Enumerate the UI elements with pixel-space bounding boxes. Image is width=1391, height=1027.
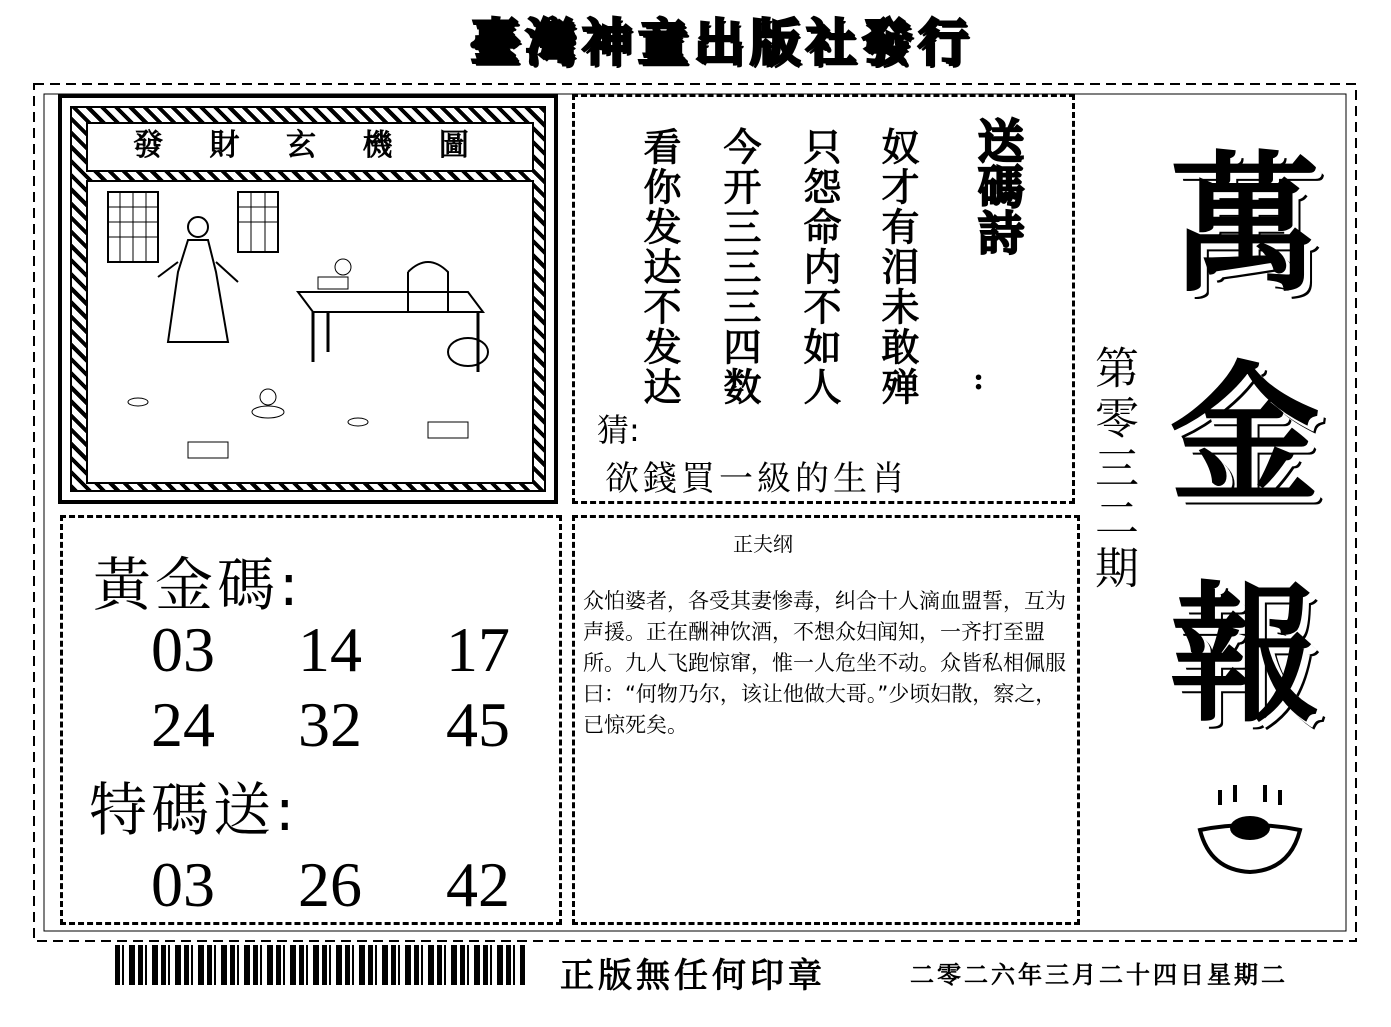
poem-line-4: 看你发达不发达	[637, 127, 681, 407]
numbers-panel	[60, 515, 562, 925]
gold-code: 24	[151, 689, 215, 760]
poem-line-1: 奴才有泪未敢殚	[875, 127, 919, 407]
gold-code-label: 黃金碼:	[93, 551, 303, 619]
brand-char-jin: 金	[1170, 347, 1321, 523]
story-body: 众怕婆者，各受其妻惨毒，纠合十人滴血盟誓，互为声援。正在酬神饮酒，不想众妇闻知，一齐打至盟所。九人飞跑惊窜，惟一人危坐不动。众皆私相佩服曰：“何物乃尔，该让他做大哥。”少顷妇散，察之，已惊死矣。	[583, 589, 1066, 737]
story-panel	[572, 515, 1080, 925]
brand-char-wan: 萬	[1170, 137, 1321, 313]
special-code: 03	[151, 849, 215, 920]
issue-number: 第零三二期	[1087, 345, 1138, 595]
gold-ingot-icon	[1190, 780, 1310, 880]
poem-panel	[572, 94, 1075, 504]
patterned-frame	[70, 106, 546, 492]
gold-code: 17	[446, 614, 510, 685]
poem-line-2: 只怨命内不如人	[797, 127, 841, 407]
story-title: 正夫纲	[733, 532, 793, 556]
guess-label: 猜:	[597, 411, 640, 449]
gold-code: 03	[151, 614, 215, 685]
fortune-picture-panel	[58, 94, 558, 504]
gold-code: 32	[298, 689, 362, 760]
scholar-illustration	[86, 180, 534, 484]
special-code: 42	[446, 849, 510, 920]
publisher-title: 臺灣神童出版社發行	[470, 13, 974, 72]
guess-text: 欲錢買一級的生肖	[605, 459, 909, 499]
poem-line-3: 今开三三三四数	[717, 127, 761, 407]
issue-date: 二零二六年三月二十四日星期二	[910, 961, 1288, 989]
special-code-label: 特碼送:	[89, 776, 299, 844]
poem-title: 送碼詩	[971, 117, 1025, 255]
gold-code: 14	[298, 614, 362, 685]
picture-banner: 發 財 玄 機 圖	[86, 122, 534, 172]
gold-code: 45	[446, 689, 510, 760]
poem-title-colon: :	[973, 362, 985, 397]
barcode	[115, 945, 525, 985]
genuine-edition-notice: 正版無任何印章	[560, 956, 826, 996]
brand-char-bao: 報	[1170, 567, 1321, 743]
special-code: 26	[298, 849, 362, 920]
